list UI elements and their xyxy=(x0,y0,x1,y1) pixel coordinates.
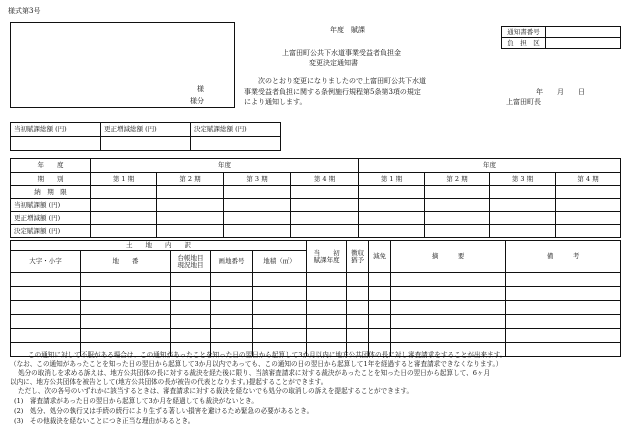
period-header: 第 2 期 xyxy=(425,173,490,186)
col-size: 地積（㎡） xyxy=(253,251,307,273)
form-number: 様式第3号 xyxy=(8,7,41,15)
period-header: 第 3 期 xyxy=(224,173,291,186)
payment-schedule xyxy=(10,158,621,238)
period-header: 第 1 期 xyxy=(359,173,425,186)
notice-no-value xyxy=(546,27,621,38)
change-row-label: 更正増減額 (円) xyxy=(11,212,91,225)
year-label: 年 度 xyxy=(11,159,91,173)
col-lot: 地 番 xyxy=(81,251,171,273)
year-group-1: 年度 xyxy=(91,159,359,173)
note-line: 以内に、地方公共団体を被告として(地方公共団体の長が被告の代表となります。)提起することができます。 xyxy=(10,378,328,386)
col-summary: 摘 要 xyxy=(391,241,506,273)
land-group-header: 土 地 内 訳 xyxy=(11,241,307,251)
org-title: 上富田町公共下水道事業受益者負担金 xyxy=(282,49,401,57)
address-box xyxy=(10,22,235,108)
area-label: 負 担 区 xyxy=(502,38,546,49)
col-ledger: 台帳地目 現況地目 xyxy=(171,251,211,273)
body-line1: 次のとおり変更になりましたので上富田町公共下水道 xyxy=(258,77,426,85)
date-label: 年 月 日 xyxy=(536,88,585,96)
area-value xyxy=(546,38,621,49)
notice-no-label: 通知書番号 xyxy=(502,27,546,38)
col-parcel: 画地番号 xyxy=(211,251,253,273)
year-title: 年度 賦課 xyxy=(330,26,365,34)
body-line2: 事業受益者負担に関する条例施行規程第5条第3項の規定 xyxy=(244,88,421,96)
col-initial-year: 当 初 賦課年度 xyxy=(307,241,347,273)
change-total-cell: 更正増減総額 (円) xyxy=(101,123,191,137)
note-line: (1) 審査請求があった日の翌日から起算して3か月を経過しても裁決がないとき。 xyxy=(14,397,258,405)
note-line: ただし、次の各号のいずれかに該当するときは、審査請求に対する裁決を経ないでも処分の取消しの訴えを提起することができます。 xyxy=(18,387,414,395)
issuer: 上富田町長 xyxy=(506,98,541,106)
col-deferral: 徴収 猶予 xyxy=(347,241,369,273)
note-line: (2) 処分、処分の執行又は手続の続行により生ずる著しい損害を避けるため緊急の必要があるとき。 xyxy=(14,407,314,415)
period-header: 第 2 期 xyxy=(157,173,224,186)
initial-total-cell: 当初賦課総額 (円) xyxy=(11,123,101,137)
note-line: （なお、この通知があったことを知った日の翌日から起算して3か月以内であっても、この通知の日の翌日から起算して1年を経過すると審査請求できなくなります。） xyxy=(10,360,503,368)
period-label: 期 別 xyxy=(11,173,91,186)
notice-box xyxy=(501,26,621,49)
body-line3: により通知します。 xyxy=(244,98,307,106)
year-group-2: 年度 xyxy=(359,159,621,173)
amount-summary xyxy=(10,122,281,151)
note-line: (3) その他裁決を経ないことにつき正当な理由があるとき。 xyxy=(14,417,195,425)
col-reduction: 減免 xyxy=(369,241,391,273)
initial-total-value xyxy=(11,137,101,151)
due-date-label: 納 期 限 xyxy=(11,186,91,199)
initial-row-label: 当初賦課額 (円) xyxy=(11,199,91,212)
col-area: 大字・小字 xyxy=(11,251,81,273)
note-line: この通知に対して不服がある場合は、この通知があったことを知った日の翌日から起算して3か月以内に地方公共団体の長に対し審査請求をすることが出来ます。 xyxy=(28,351,507,359)
col-remarks: 備 考 xyxy=(506,241,621,273)
doc-title: 変更決定通知書 xyxy=(309,59,358,67)
addressee-suffix: 様 xyxy=(197,85,204,93)
final-total-value xyxy=(191,137,281,151)
period-header: 第 4 期 xyxy=(556,173,621,186)
final-row-label: 決定賦課額 (円) xyxy=(11,225,91,238)
period-header: 第 1 期 xyxy=(91,173,157,186)
addressee-line2: 様分 xyxy=(190,97,204,105)
final-total-cell: 決定賦課総額 (円) xyxy=(191,123,281,137)
land-breakdown xyxy=(10,240,621,357)
period-header: 第 4 期 xyxy=(291,173,359,186)
period-header: 第 3 期 xyxy=(490,173,556,186)
note-line: 処分の取消しを求める訴えは、地方公共団体の長に対する裁決を経た後に限り、当該審査請求に対する裁決があったことを知った日の翌日から起算して、6ヶ月 xyxy=(18,369,491,377)
change-total-value xyxy=(101,137,191,151)
